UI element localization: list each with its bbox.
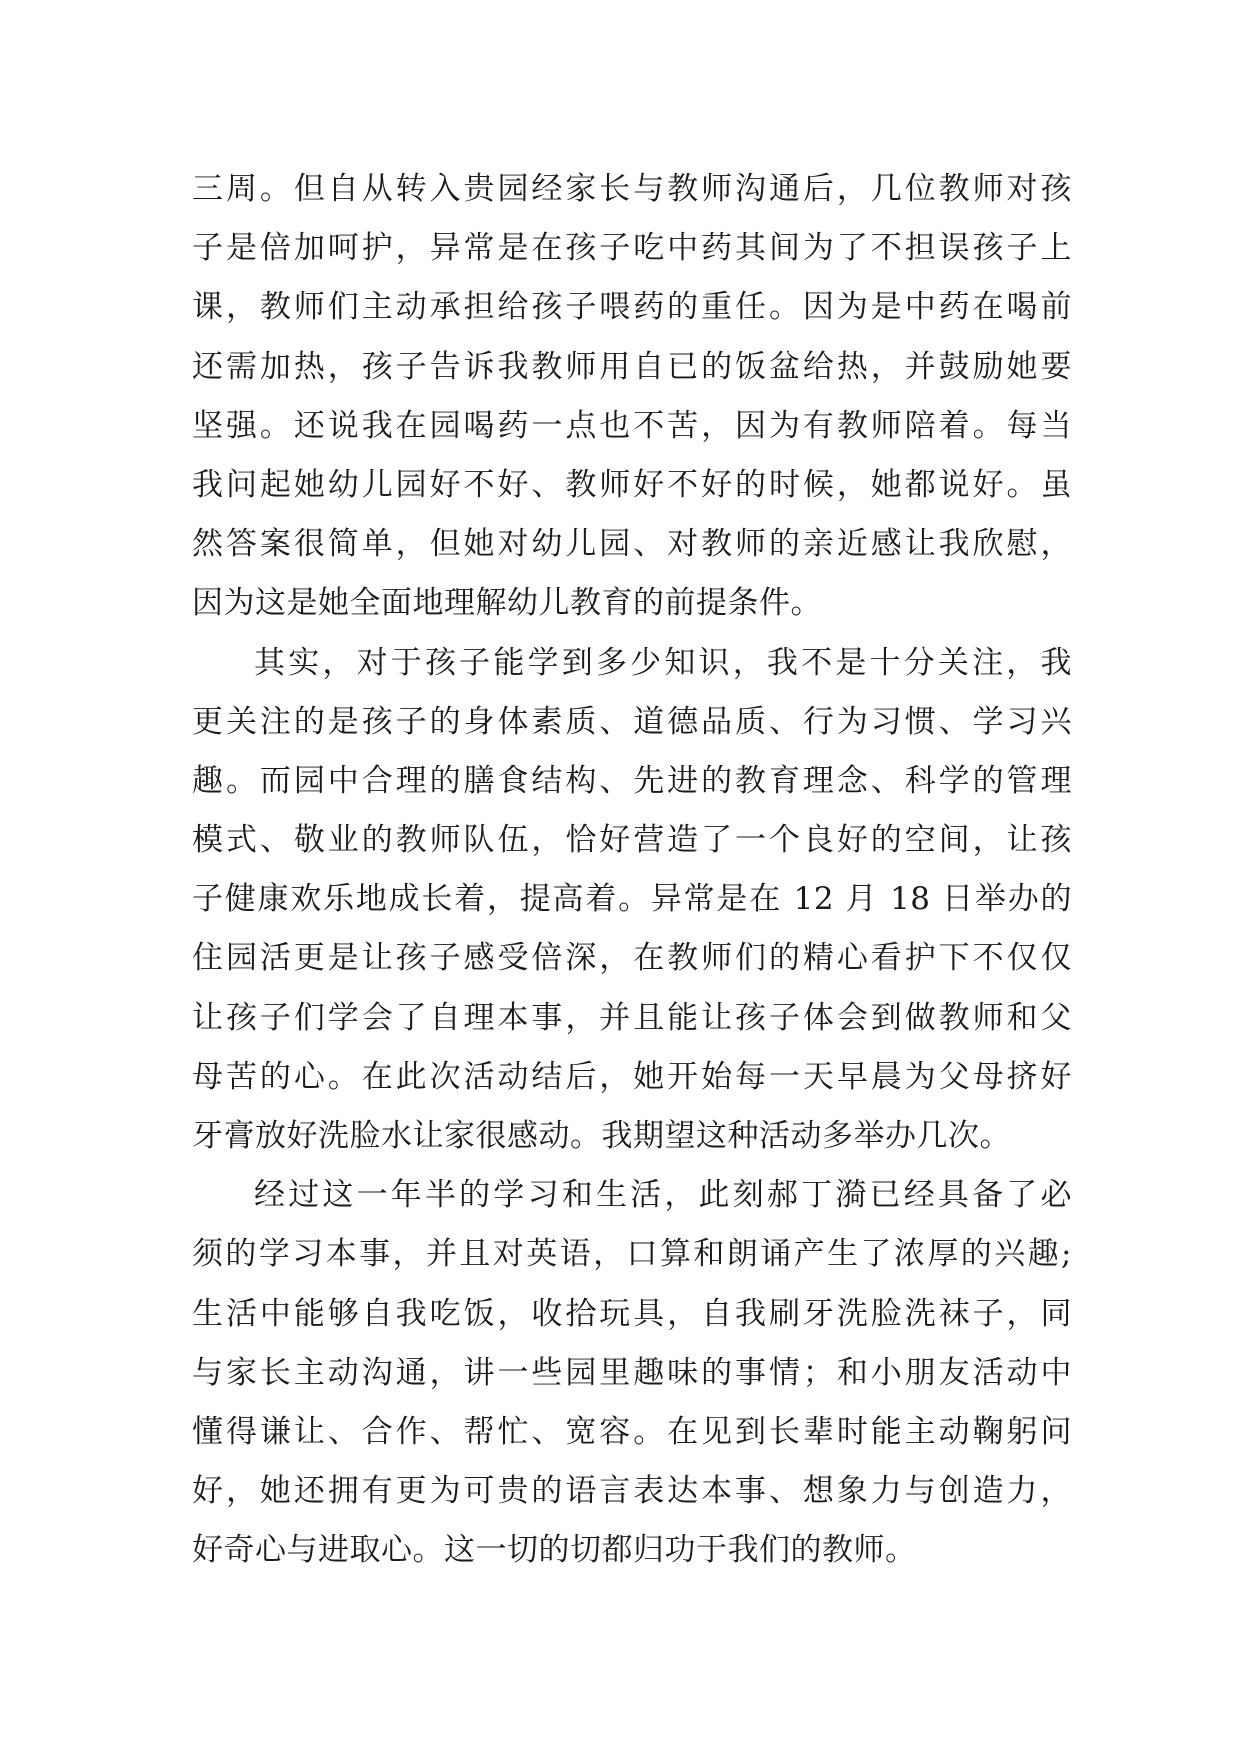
text-line: 子健康欢乐地成长着，提高着。异常是在 12 月 18 日举办的 <box>192 881 1072 918</box>
text-line: 母苦的心。在此次活动结后，她开始每一天早晨为父母挤好 <box>192 1058 1072 1095</box>
paragraph-3 <box>192 1166 1072 1580</box>
text-line: 还需加热，孩子告诉我教师用自已的饭盆给热，并鼓励她要 <box>192 348 1072 385</box>
text-line: 我问起她幼儿园好不好、教师好不好的时候，她都说好。虽 <box>192 466 1072 503</box>
text-line: 生活中能够自我吃饭，收拾玩具，自我刷牙洗脸洗袜子，同 <box>192 1295 1072 1332</box>
text-line: 坚强。还说我在园喝药一点也不苦，因为有教师陪着。每当 <box>192 407 1072 444</box>
text-line: 好奇心与进取心。这一切的切都归功于我们的教师。 <box>192 1532 917 1569</box>
text-line: 好，她还拥有更为可贵的语言表达本事、想象力与创造力， <box>192 1473 1072 1510</box>
text-line: 牙膏放好洗脸水让家很感动。我期望这种活动多举办几次。 <box>192 1118 1011 1154</box>
paragraph-1 <box>192 160 1072 634</box>
document-body <box>192 160 1072 1581</box>
text-line: 懂得谦让、合作、帮忙、宽容。在见到长辈时能主动鞠躬问 <box>192 1413 1072 1450</box>
text-line: 子是倍加呵护，异常是在孩子吃中药其间为了不担误孩子上 <box>192 230 1072 267</box>
text-line: 因为这是她全面地理解幼儿教育的前提条件。 <box>192 585 822 622</box>
text-line: 让孩子们学会了自理本事，并且能让孩子体会到做教师和父 <box>192 999 1072 1036</box>
text-line: 经过这一年半的学习和生活，此刻郝丁漪已经具备了必 <box>254 1177 1072 1214</box>
text-line: 课，教师们主动承担给孩子喂药的重任。因为是中药在喝前 <box>192 289 1072 326</box>
text-line: 其实，对于孩子能学到多少知识，我不是十分关注，我 <box>254 644 1072 681</box>
text-line: 然答案很简单，但她对幼儿园、对教师的亲近感让我欣慰， <box>192 526 1072 563</box>
text-line: 三周。但自从转入贵园经家长与教师沟通后，几位教师对孩 <box>192 171 1072 207</box>
text-line: 须的学习本事，并且对英语，口算和朗诵产生了浓厚的兴趣; <box>192 1236 1072 1273</box>
paragraph-2 <box>192 634 1072 1167</box>
text-line: 与家长主动沟通，讲一些园里趣味的事情；和小朋友活动中 <box>192 1354 1072 1391</box>
text-line: 住园活更是让孩子感受倍深，在教师们的精心看护下不仅仅 <box>192 940 1072 977</box>
text-line: 模式、敬业的教师队伍，恰好营造了一个良好的空间，让孩 <box>192 822 1072 859</box>
text-line: 更关注的是孩子的身体素质、道德品质、行为习惯、学习兴 <box>192 703 1072 740</box>
text-line: 趣。而园中合理的膳食结构、先进的教育理念、科学的管理 <box>192 762 1072 799</box>
